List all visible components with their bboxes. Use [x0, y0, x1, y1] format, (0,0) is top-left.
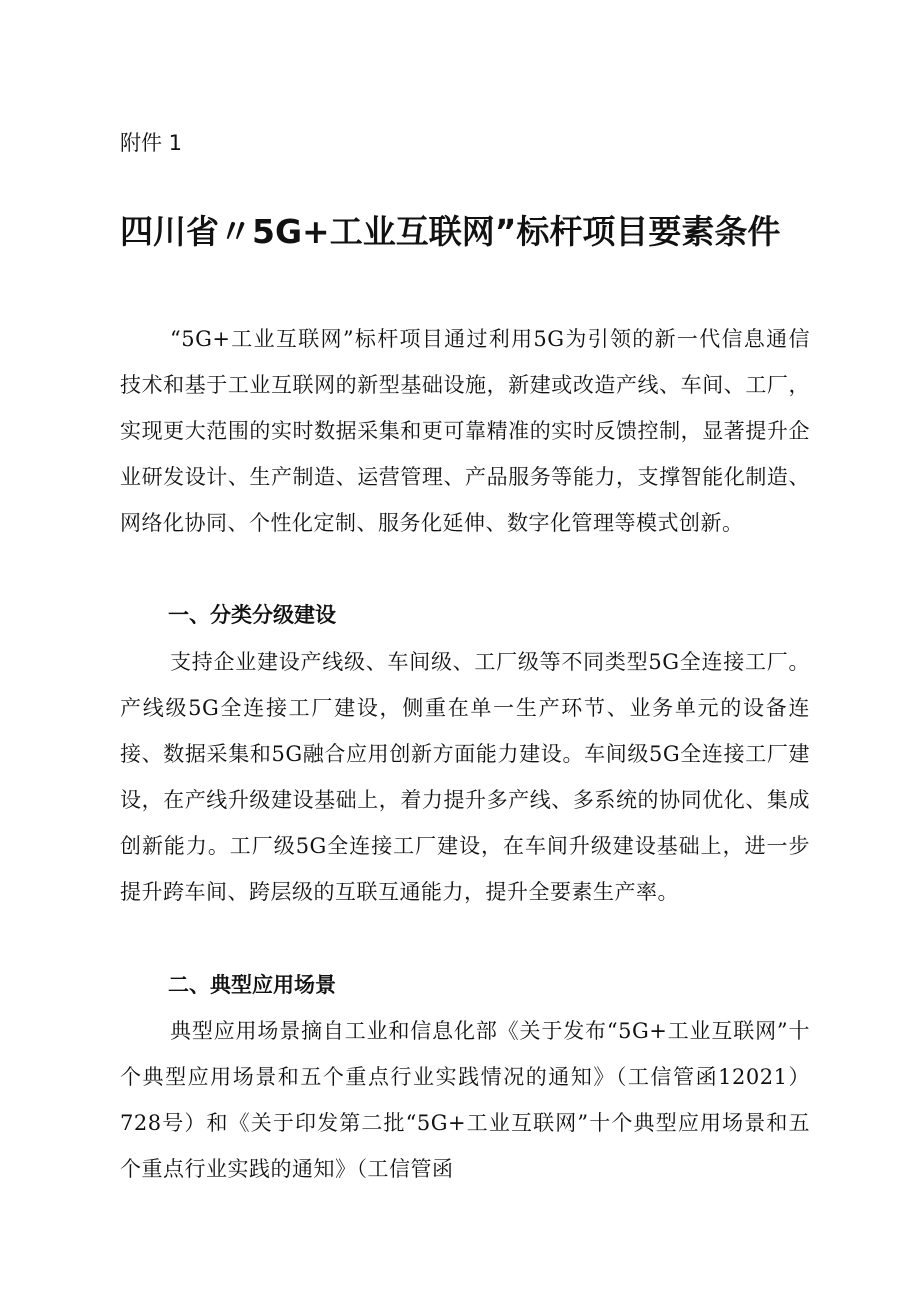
- attachment-label: 附件 1: [120, 131, 183, 155]
- section-heading-2: 二、典型应用场景: [168, 973, 336, 997]
- section-body-1: 支持企业建设产线级、车间级、工厂级等不同类型5G全连接工厂。产线级5G全连接工厂建设，侧重在单一生产环节、业务单元的设备连接、数据采集和5G融合应用创新方面能力建设。车间级5G全连接工厂建设，在产线升级建设基础上，着力提升多产线、多系统的协同优化、集成创新能力。工厂级5G全连接工厂建设，在车间升级建设基础上，进一步提升跨车间、跨层级的互联互通能力，提升全要素生产率。: [120, 650, 810, 904]
- document-title: 四川省〃5G+工业互联网”标杆项目要素条件: [120, 212, 781, 251]
- intro-paragraph: “5G+工业互联网”标杆项目通过利用5G为引领的新一代信息通信技术和基于工业互联网的新型基础设施，新建或改造产线、车间、工厂，实现更大范围的实时数据采集和更可靠精准的实时反馈控制，显著提升企业研发设计、生产制造、运营管理、产品服务等能力，支撑智能化制造、网络化协同、个性化定制、服务化延伸、数字化管理等模式创新。: [120, 327, 810, 535]
- section-heading-1: 一、分类分级建设: [168, 603, 336, 627]
- section-body-2: 典型应用场景摘自工业和信息化部《关于发布“5G+工业互联网”十个典型应用场景和五个重点行业实践情况的通知》（工信管函12021）728号）和《关于印发第二批“5G+工业互联网”十个典型应用场景和五个重点行业实践的通知》（工信管函: [120, 1019, 810, 1181]
